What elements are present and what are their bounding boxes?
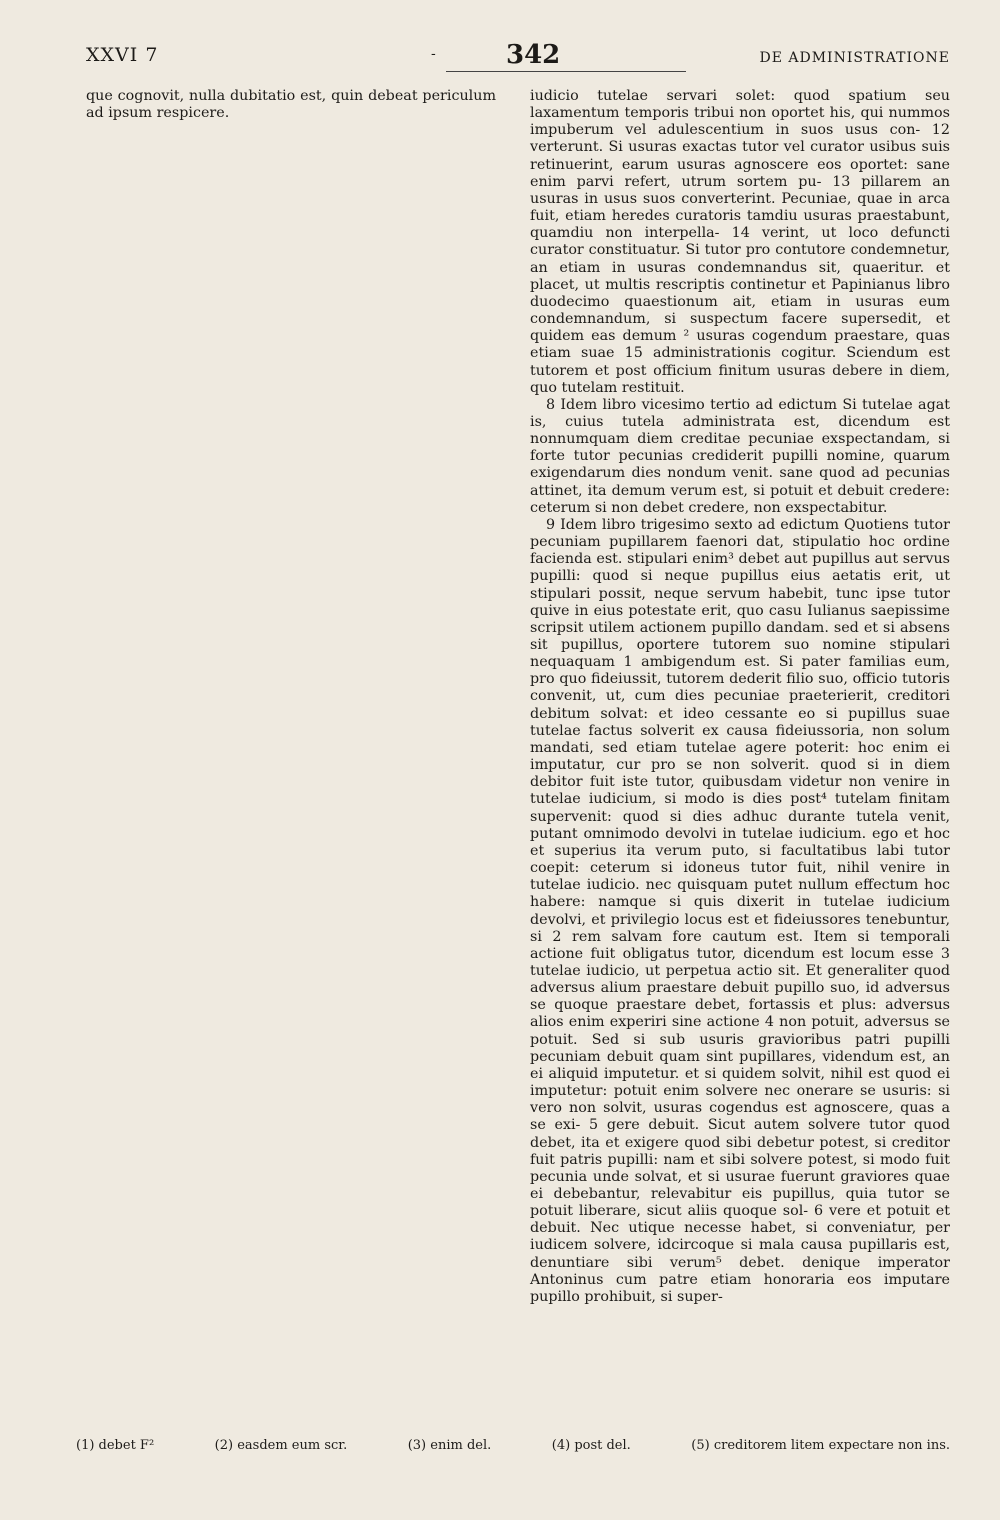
right-paragraph: 8 Idem libro vicesimo tertio ad edictum Si tutelae agat is, cuius tutela administrata est, dicendum est nonnumquam diem creditae pecuniae exspectandam, si forte tutor pecunias crediderit pupilli nomine, quarum exigendarum dies nondum venit. sane quod ad pecunias attinet, ita demum verum est, si potuit et debuit credere: ceterum si non debet credere, non exspectabitur.: [530, 396, 955, 516]
footnote: (1) debet F²: [76, 1438, 155, 1453]
running-title: DE ADMINISTRATIONE: [759, 50, 950, 66]
footnote: (2) easdem eum scr.: [214, 1438, 348, 1453]
right-column: [530, 88, 955, 1398]
header-rule: [446, 71, 686, 72]
page-number: 342: [506, 40, 561, 70]
right-paragraph: iudicio tutelae servari solet: quod spatium seu laxamentum temporis tribui non oportet his, qui nummos impuberum vel adulescentium in suos usus con- 12 verterunt. Si usuras exactas tutor vel curator usibus suis retinuerint, earum usuras agnoscere eos oportet: sane enim parvi refert, utrum sortem pu- 13 pillarem an usuras in usus suos converterint. Pecuniae, quae in arca fuit, etiam heredes curatoris tamdiu usuras praestabunt, quamdiu non interpella- 14 verint, ut loco defuncti curator constituatur. Si tutor pro contutore condemnetur, an etiam in usuras condemnandus sit, quaeritur. et placet, ut multis rescriptis continetur et Papinianus libro duodecimo quaestionum ait, etiam in usuras eum condemnandum, si suspectum facere supersedit, et quidem eas demum ² usuras cogendum praestare, quas etiam suae 15 administrationis cogitur. Sciendum est tutorem et post officium finitum usuras debere in diem, quo tutelam restituit.: [530, 88, 955, 396]
left-paragraph: que cognovit, nulla dubitatio est, quin debeat periculum ad ipsum respicere.: [86, 88, 501, 122]
footnote: (5) creditorem litem expectare non ins.: [691, 1438, 950, 1453]
footnote: (4) post del.: [551, 1438, 631, 1453]
left-column: [86, 88, 501, 1398]
footnote: (3) enim del.: [407, 1438, 492, 1453]
right-paragraph: 9 Idem libro trigesimo sexto ad edictum Quotiens tutor pecuniam pupillarem faenori dat, stipulatio hoc ordine facienda est. stipulari enim³ debet aut pupillus aut servus pupilli: quod si neque pupillus eius aetatis erit, ut stipulari possit, neque servum habebit, tunc ipse tutor quive in eius potestate erit, quo casu Iulianus saepissime scripsit utilem actionem pupillo dandam. sed et si absens sit pupillus, oportere tutorem suo nomine stipulari nequaquam 1 ambigendum est. Si pater familias eum, pro quo fideiussit, tutorem dederit filio suo, officio tutoris convenit, ut, cum dies pecuniae praeterierit, creditori debitum solvat: et ideo cessante eo si pupillus suae tutelae factus solverit ex causa fideiussoria, non solum mandati, sed etiam tutelae agere poterit: hoc enim ei imputatur, cur pro se non solverit. quod si in diem debitor fuit iste tutor, quibusdam videtur non venire in tutelae iudicium, si modo is dies post⁴ tutelam finitam supervenit: quod si dies adhuc durante tutela venit, putant omnimodo devolvi in tutelae iudicium. ego et hoc et superius ita verum puto, si facultatibus labi tutor coepit: ceterum si idoneus tutor fuit, nihil venire in tutelae iudicio. nec quisquam putet nullum effectum hoc habere: namque si quis dixerit in tutelae iudicium devolvi, et privilegio locus est et fideiussores tenebuntur, si 2 rem salvam fore cautum est. Item si temporali actione fuit obligatus tutor, dicendum est locum esse 3 tutelae iudicio, ut perpetua actio sit. Et generaliter quod adversus alium praestare debuit pupillo suo, id adversus se quoque praestare debet, fortassis et plus: adversus alios enim experiri sine actione 4 non potuit, adversus se potuit. Sed si sub usuris gravioribus patri pupilli pecuniam debuit quam sint pupillares, videndum est, an ei aliquid imputetur. et si quidem solvit, nihil est quod ei imputetur: potuit enim solvere nec onerare se usuris: si vero non solvit, usuras cogendus est agnoscere, quas a se exi- 5 gere debuit. Sicut autem solvere tutor quod debet, ita et exigere quod sibi debetur potest, si creditor fuit patris pupilli: nam et sibi solvere potest, si modo fuit pecunia unde solvat, et si usurae fuerunt graviores quae ei debebantur, relevabitur eis pupillus, quia tutor se potuit liberare, sicut aliis quoque sol- 6 vere et potuit et debuit. Nec utique necesse habet, si conveniatur, per iudicem solvere, idcircoque si mala causa pupillaris est, denuntiare sibi verum⁵ debet. denique imperator Antoninus cum patre etiam honoraria eos imputare pupillo prohibuit, si super-: [530, 516, 955, 1305]
running-header: [86, 40, 950, 84]
header-dash: -: [431, 46, 436, 62]
footnotes: [76, 1438, 950, 1462]
book-reference: XXVI 7: [86, 44, 159, 66]
